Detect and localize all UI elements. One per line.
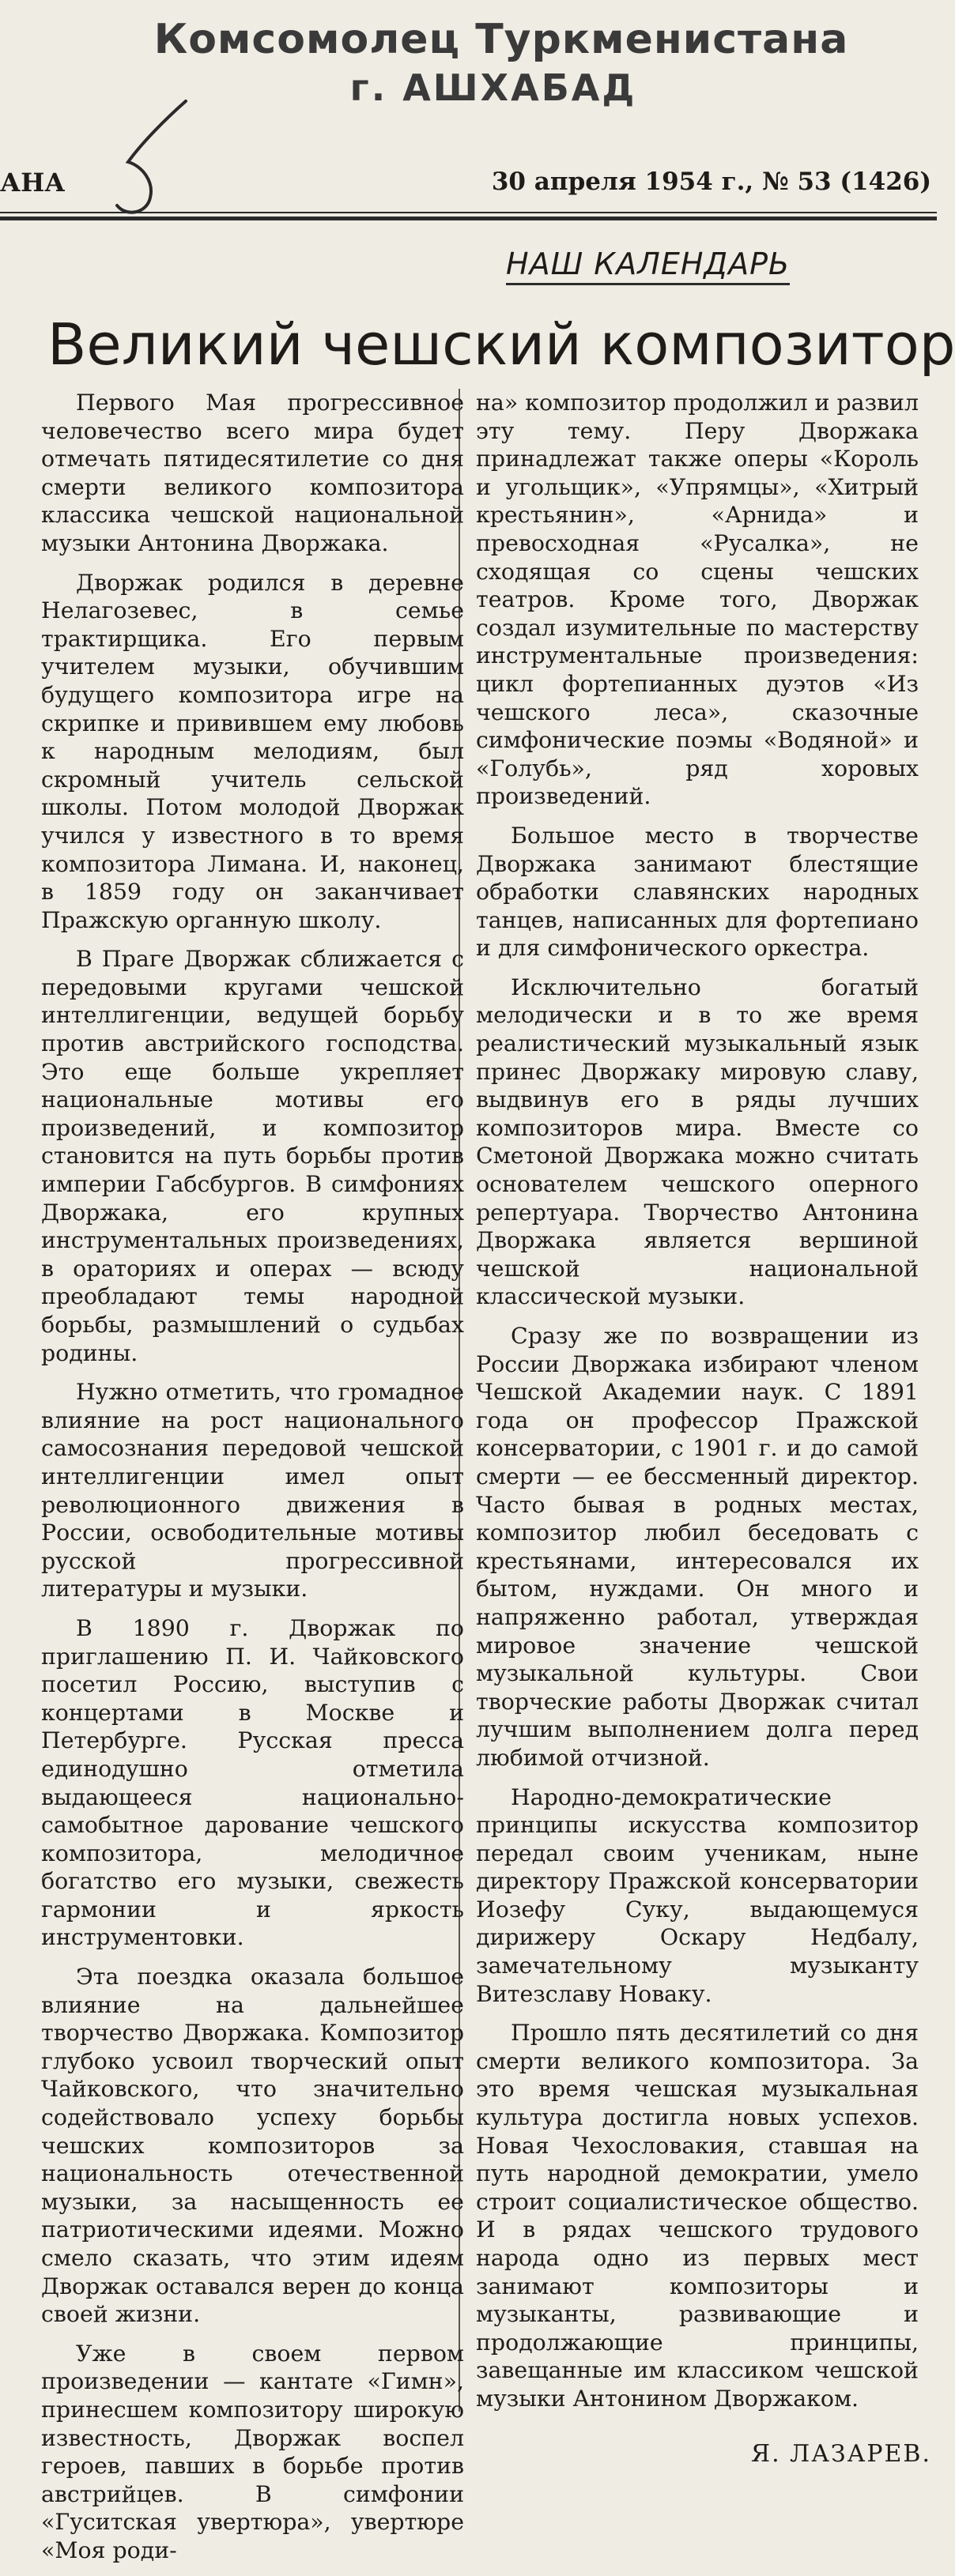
paragraph: Народно-демократические принципы искусства композитор передал своим ученикам, ныне директору Пражской консерватории Иозефу Суку, выдающемуся дирижеру Оскару Недбалу, замечательному музыканту Витезславу Новаку. [476, 1783, 919, 2007]
paragraph: Нужно отметить, что громадное влияние на рост национального самосознания передовой чешской интеллигенции имел опыт революционного движения в России, освободительные мотивы русской прогрессивной литературы и музыки. [41, 1379, 464, 1602]
issue-date: 30 апреля 1954 г., № 53 (1426) [491, 168, 931, 196]
rubric-title: НАШ КАЛЕНДАРЬ [506, 247, 790, 285]
paragraph: В Праге Дворжак сближается с передовыми кругами чешской интеллигенции, ведущей борьбу против австрийского господства. Это еще больше укрепляет национальные мотивы его произведений, и композитор становится на путь борьбы против империи Габсбургов. В симфониях Дворжака, его крупных инструментальных произведениях, в ораториях и операх — всюду преобладают темы народной борьбы, размышлений о судьбах родины. [41, 946, 464, 1366]
paragraph: Первого Мая прогрессивное человечество всего мира будет отмечать пятидесятилетие со дня смерти великого композитора классика чешской национальной музыки Антонина Дворжака. [41, 390, 464, 556]
masthead-title-fragment: АНА [0, 168, 66, 198]
paragraph: В 1890 г. Дворжак по приглашению П. И. Чайковского посетил Россию, выступив с концертами в Москве и Петербурге. Русская пресса единодушно отметила выдающееся национально-самобытное дарование чешского композитора, мелодичное богатство его музыки, свежесть гармонии и яркость инструментовки. [41, 1614, 464, 1951]
paragraph: Большое место в творчестве Дворжака занимают блестящие обработки славянских народных танцев, написанных для фортепиано и для симфонического оркестра. [476, 822, 919, 962]
article-headline: Великий чешский композитор [47, 311, 955, 378]
masthead-rule-thin [0, 212, 937, 213]
stamp-newspaper-name: Комсомолец Туркменистана [153, 16, 849, 63]
handwritten-mark-icon [111, 87, 198, 221]
paragraph: Эта поездка оказала большое влияние на дальнейшее творчество Дворжака. Композитор глубоко усвоил творческий опыт Чайковского, что значительно содействовало успеху борьбы чешских композиторов за национальность отечественной музыки, за насыщенность ее патриотическими идеями. Можно смело сказать, что этим идеям Дворжак оставался верен до конца своей жизни. [41, 1964, 464, 2328]
paragraph: Исключительно богатый мелодически и в то же время реалистический музыкальный язык принес Дворжаку мировую славу, выдвинув его в ряды лучших композиторов мира. Вместе со Сметоной Дворжака можно считать основателем чешского оперного репертуара. Творчество Антонина Дворжака является вершиной чешской национальной классической музыки. [476, 974, 919, 1310]
stamp-city: г. АШХАБАД [349, 66, 637, 109]
paragraph: Прошло пять десятилетий со дня смерти великого композитора. За это время чешская музыкальная культура достигла новых успехов. Новая Чехословакия, ставшая на путь народной демократии, умело строит социалистическое общество. И в рядах чешского трудового народа одно из первых мест занимают композиторы и музыканты, развивающие и продолжающие принципы, завещанные им классиком чешской музыки Антонином Дворжаком. [476, 2020, 919, 2412]
article-column-left [41, 389, 464, 2576]
paragraph: Сразу же по возвращении из России Дворжака избирают членом Чешской Академии наук. С 1891 года он профессор Пражской консерватории, с 1901 г. и до самой смерти — ее бессменный директор. Часто бывая в родных местах, композитор любил беседовать с крестьянами, интересовался их бытом, нуждами. Он много и напряженно работал, утверждая мировое значение чешской музыкальной культуры. Свои творческие работы Дворжак считал лучшим выполнением долга перед любимой отчизной. [476, 1323, 919, 1771]
author-signature: Я. ЛАЗАРЕВ. [750, 2440, 931, 2468]
article-column-right [476, 389, 919, 2424]
masthead-rule-thick [0, 217, 937, 220]
paragraph: Дворжак родился в деревне Нелагозевес, в семье трактирщика. Его первым учителем музыки, обучившим будущего композитора игре на скрипке и привившем ему любовь к народным мелодиям, был скромный учитель сельской школы. Потом молодой Дворжак учился у известного в то время композитора Лимана. И, наконец, в 1859 году он заканчивает Пражскую органную школу. [41, 569, 464, 933]
paragraph: на» композитор продолжил и развил эту тему. Перу Дворжака принадлежат также оперы «Король и угольщик», «Упрямцы», «Хитрый крестьянин», «Арнида» и превосходная «Русалка», не сходящая со сцены чешских театров. Кроме того, Дворжак создал изумительные по мастерству инструментальные произведения: цикл фортепианных дуэтов «Из чешского леса», сказочные симфонические поэмы «Водяной» и «Голубь», ряд хоровых произведений. [476, 390, 919, 810]
paragraph: Уже в своем первом произведении — кантате «Гимн», принесшем композитору широкую известность, Дворжак воспел героев, павших в борьбе против австрийцев. В симфонии «Гуситская увертюра», увертюре «Моя роди- [41, 2340, 464, 2563]
